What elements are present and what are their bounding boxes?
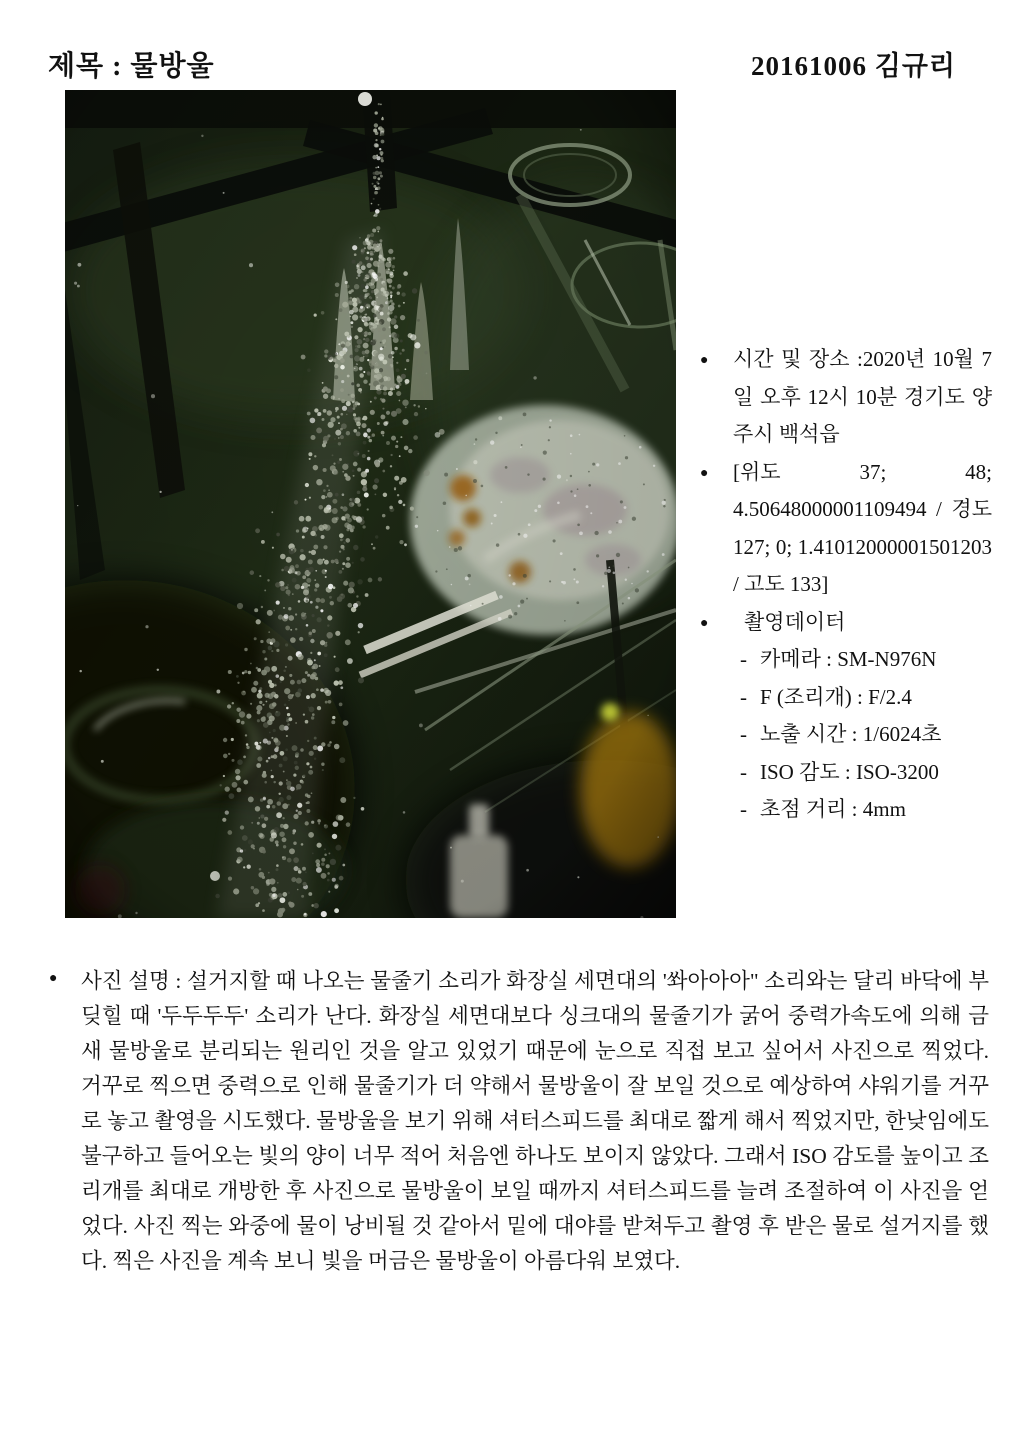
meta-subitem-text: 초점 거리 : 4mm <box>760 797 906 821</box>
date-author: 20161006 김규리 <box>751 51 956 81</box>
photo-metadata-list <box>700 341 992 829</box>
meta-item-text: 시간 및 장소 :2020년 10월 7일 오후 12시 10분 경기도 양주시 백석읍 <box>733 347 992 446</box>
meta-item-text: [위도 37; 48; 4.50648000001109494 / 경도 127; 0; 1.41012000001501203 / 고도 133] <box>733 459 992 596</box>
dash-marker: - <box>740 797 747 821</box>
photo-description-text: 사진 설명 : 설거지할 때 나오는 물줄기 소리가 화장실 세면대의 '쏴아아아" 소리와는 달리 바닥에 부딪힐 때 '두두두두' 소리가 난다. 화장실 세면대보다 싱크대의 물줄기가 굵어 중력가속도에 의해 금새 물방울로 분리되는 원리인 것을 알고 있었기 때문에 눈으로 직접 보고 싶어서 사진으로 찍었다. 거꾸로 찍으면 중력으로 인해 물줄기가 더 약해서 물방울이 잘 보일 것으로 예상하여 샤워기를 거꾸로 놓고 촬영을 시도했다. 물방울을 보기 위해 셔터스피드를 최대로 짧게 해서 찍었지만, 한낮임에도 불구하고 들어오는 빛의 양이 너무 적어 처음엔 하나도 보이지 않았다. 그래서 ISO 감도를 높이고 조리개를 최대로 개방한 후 사진으로 물방울이 보일 때까지 셔터스피드를 늘려 조절하여 이 사진을 얻었다. 사진 찍는 와중에 물이 낭비될 것 같아서 밑에 대야를 받쳐두고 촬영 후 받은 물로 설거지를 했다. 찍은 사진을 계속 보니 빛을 머금은 물방울이 아름다워 보였다. <box>81 969 989 1273</box>
meta-item-gps <box>700 454 992 604</box>
meta-subitem-text: 카메라 : SM-N976N <box>760 647 937 671</box>
meta-item-time-place <box>700 341 992 454</box>
meta-subitem-text: F (조리개) : F/2.4 <box>760 684 912 709</box>
meta-subitem-text: ISO 감도 : ISO-3200 <box>760 759 939 784</box>
bullet-icon: ● <box>700 353 709 368</box>
meta-subitem-text: 노출 시간 : 1/6024초 <box>760 722 942 746</box>
photo-illustration <box>65 90 676 918</box>
meta-subitem-camera <box>700 641 992 679</box>
dash-marker: - <box>740 722 747 746</box>
bullet-icon: ● <box>700 615 709 631</box>
dash-marker: - <box>740 647 747 671</box>
meta-subitem-exposure <box>700 716 992 754</box>
meta-subitem-aperture <box>700 679 992 717</box>
meta-item-shooting-data <box>700 604 992 642</box>
bullet-icon: ● <box>49 971 58 986</box>
meta-item-text: 촬영데이터 <box>744 609 846 634</box>
dash-marker: - <box>740 759 747 784</box>
meta-subitem-iso <box>700 754 992 792</box>
photo-water-droplets <box>65 90 676 918</box>
vignette-overlay <box>65 90 676 918</box>
photo-description <box>48 964 989 1279</box>
bullet-icon: ● <box>700 465 709 481</box>
page-title: 제목 : 물방울 <box>48 51 215 82</box>
meta-subitem-focal-length <box>700 791 992 829</box>
dash-marker: - <box>740 684 747 709</box>
